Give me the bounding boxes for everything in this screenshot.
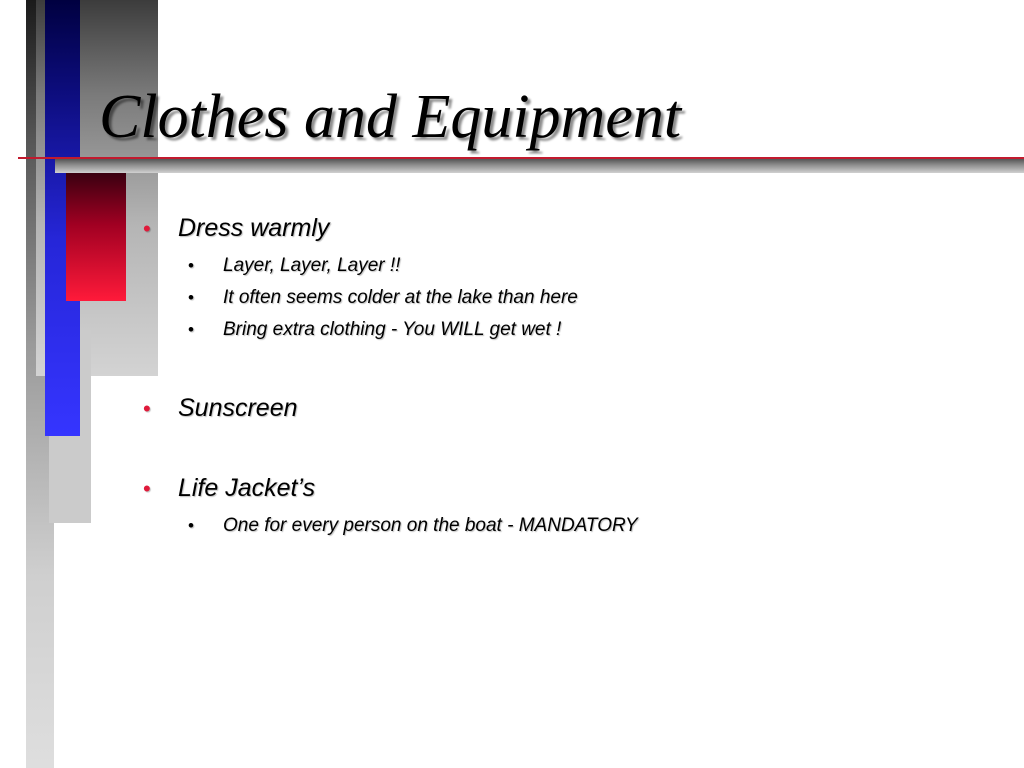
sub-bullet-item (140, 510, 1000, 542)
sub-bullet-item (140, 314, 1000, 346)
sub-bullet-item (140, 250, 1000, 282)
sub-bullet-text: Bring extra clothing - You WILL get wet ! (223, 319, 562, 340)
bullet-text: Life Jacket’s (178, 474, 316, 502)
bullet-item-sunscreen (140, 390, 1000, 426)
bullet-icon: • (188, 320, 194, 339)
bullet-icon: • (143, 476, 151, 501)
bullet-text: Sunscreen (178, 394, 298, 422)
bullet-text: Dress warmly (178, 214, 330, 242)
bullet-icon: • (188, 256, 194, 275)
bullet-icon: • (143, 396, 151, 421)
sub-bullet-item (140, 282, 1000, 314)
bullet-icon: • (188, 288, 194, 307)
sub-bullet-text: One for every person on the boat - MANDATORY (223, 515, 638, 536)
sub-bullet-text: Layer, Layer, Layer !! (223, 255, 401, 276)
bullet-icon: • (143, 216, 151, 241)
decorative-red-block (66, 173, 126, 301)
title-rule-shadow (55, 159, 1024, 173)
bullet-list (140, 210, 1000, 542)
bullet-item-dress-warmly (140, 210, 1000, 246)
bullet-item-life-jackets (140, 470, 1000, 506)
sub-bullet-text: It often seems colder at the lake than here (223, 287, 578, 308)
slide-title: Clothes and Equipment (99, 83, 682, 151)
bullet-icon: • (188, 516, 194, 535)
